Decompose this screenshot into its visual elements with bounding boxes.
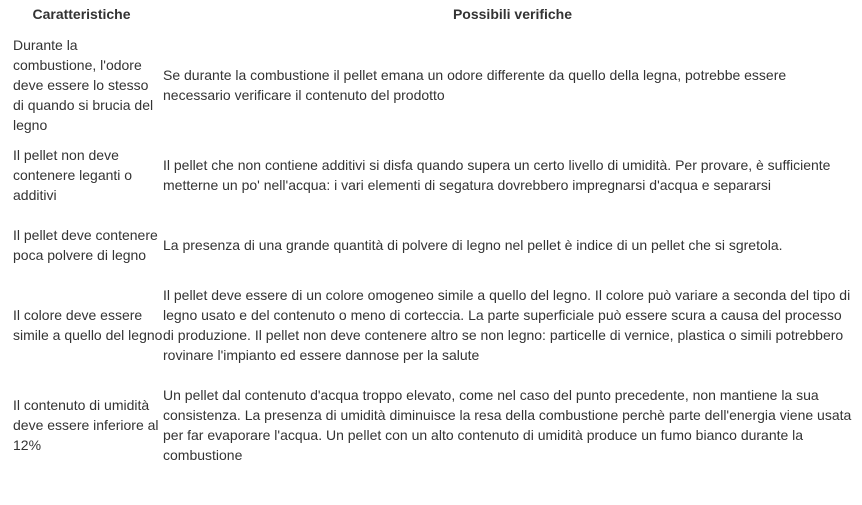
table-header — [0, 0, 862, 34]
header-caratteristiche: Caratteristiche — [32, 6, 131, 22]
cell-caratteristica: Durante la combustione, l'odore deve essere lo stesso di quando si brucia del legno — [13, 36, 154, 133]
table-row — [0, 34, 862, 135]
table-row — [0, 135, 862, 215]
cell-verifica: Se durante la combustione il pellet emana un odore differente da quello della legna, potrebbe essere necessario verificare il contenuto del prodotto — [163, 66, 787, 103]
table-row — [0, 375, 862, 475]
cell-verifica: La presenza di una grande quantità di polvere di legno nel pellet è indice di un pellet che si sgretola. — [163, 237, 783, 253]
cell-caratteristica: Il contenuto di umidità deve essere inferiore al 12% — [13, 397, 159, 453]
table-row — [0, 215, 862, 275]
table-body — [0, 34, 862, 475]
cell-verifica: Un pellet dal contenuto d'acqua troppo elevato, come nel caso del punto precedente, non mantiene la sua consistenza. La presenza di umidità diminuisce la resa della combustione perchè parte dell'energia viene usata per far evaporare l'acqua. Un pellet con un alto contenuto di umidità produce un fumo bianco durante la combustione — [163, 387, 852, 463]
header-row — [0, 0, 862, 34]
cell-caratteristica: Il pellet deve contenere poca polvere di legno — [13, 227, 158, 263]
cell-caratteristica: Il colore deve essere simile a quello del legno — [13, 307, 163, 343]
table-row — [0, 275, 862, 375]
cell-verifica: Il pellet che non contiene additivi si disfa quando supera un certo livello di umidità. Per provare, è sufficiente metterne un po' nell'acqua: i vari elementi di segatura dovrebbero impregnarsi d'acqua e separarsi — [163, 157, 831, 193]
cell-verifica: Il pellet deve essere di un colore omogeneo simile a quello del legno. Il colore può variare a seconda del tipo di legno usato e del contenuto o meno di corteccia. La parte superficiale può essere scura a causa del processo di produzione. Il pellet non deve contenere altro se non legno: particelle di vernice, plastica o simili potrebbero rovinare l'impianto ed essere dannose per la salute — [163, 287, 851, 363]
cell-caratteristica: Il pellet non deve contenere leganti o additivi — [13, 147, 133, 203]
header-possibili-verifiche: Possibili verifiche — [452, 6, 573, 22]
